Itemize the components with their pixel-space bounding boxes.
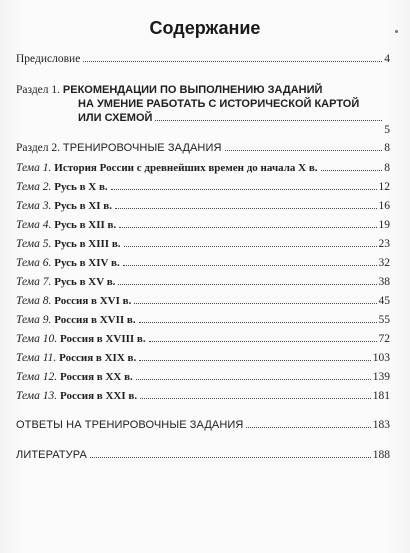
topic-number: Тема 12. [16,371,58,383]
leader-dots [246,426,370,428]
toc-page-number: 32 [378,257,390,269]
toc-topic-2[interactable] [16,180,390,194]
leader-dots [83,60,382,62]
toc-page-number: 72 [378,333,390,345]
topic-number: Тема 8. [16,295,52,307]
topic-number: Тема 2. [16,181,52,193]
toc-topic-1[interactable] [16,161,390,175]
toc-page-number: 5 [384,124,390,136]
toc-page-number: 55 [378,314,390,326]
leader-dots [140,397,371,399]
topic-title: Россия в XX в. [60,371,133,383]
print-speck [395,30,398,33]
toc-entry-literature[interactable] [16,448,390,462]
leader-dots [124,245,377,247]
toc-page-number: 4 [384,53,390,65]
topic-number: Тема 13. [16,390,58,402]
leader-dots [139,321,377,323]
topic-title: Россия в XVII в. [54,314,136,326]
toc-topic-4[interactable] [16,218,390,232]
leader-dots [225,149,383,151]
leader-dots [149,340,377,342]
section-title-line: РЕКОМЕНДАЦИИ ПО ВЫПОЛНЕНИЮ ЗАДАНИЙ [62,84,323,96]
toc-topic-10[interactable] [16,332,390,346]
toc-topic-9[interactable] [16,313,390,327]
toc-entry-label: ОТВЕТЫ НА ТРЕНИРОВОЧНЫЕ ЗАДАНИЯ [16,419,244,431]
toc-topic-8[interactable] [16,294,390,308]
topic-title: Россия в XIX в. [59,352,137,364]
toc-page-number: 188 [372,449,390,461]
topic-number: Тема 11. [16,352,57,364]
leader-dots [90,456,371,458]
toc-page-number: 38 [378,276,390,288]
toc-entry-answers[interactable] [16,418,390,432]
section-prefix: Раздел 1. [16,84,61,96]
topic-title: Русь в XIV в. [54,257,120,269]
toc-topic-12[interactable] [16,370,390,384]
topic-title: История России с древнейших времен до начала X в. [54,162,318,174]
topic-number: Тема 7. [16,276,52,288]
toc-topic-5[interactable] [16,237,390,251]
topic-title: Русь в XII в. [54,219,117,231]
topic-title: Русь в XI в. [54,200,112,212]
topic-number: Тема 9. [16,314,52,326]
toc-entry-label: Предисловие [16,53,81,65]
toc-entry-section2[interactable] [16,141,390,155]
topic-title: Россия в XVI в. [54,295,132,307]
toc-topic-11[interactable] [16,351,390,365]
leader-dots [115,207,377,209]
toc-page-number: 16 [378,200,390,212]
topic-title: Русь в X в. [54,181,108,193]
leader-dots [111,188,377,190]
toc-page-number: 8 [384,142,390,154]
page-title: Содержание [149,18,261,38]
toc-topic-6[interactable] [16,256,390,270]
toc-page-number: 19 [378,219,390,231]
toc-topic-7[interactable] [16,275,390,289]
leader-dots [134,302,376,304]
leader-dots [123,264,377,266]
topic-title: Россия в XVIII в. [60,333,146,345]
toc-page-number: 8 [384,162,390,174]
topic-title: Россия в XXI в. [60,390,138,402]
section-title: ТРЕНИРОВОЧНЫЕ ЗАДАНИЯ [62,142,222,154]
section-prefix: Раздел 2. [16,142,61,154]
toc-entry-preface[interactable] [16,52,390,66]
toc-entry-section1-last[interactable] [78,111,390,136]
leader-dots [136,378,371,380]
leader-dots [155,119,382,121]
toc-page-number: 181 [372,390,390,402]
toc-page-number: 12 [378,181,390,193]
leader-dots [119,226,376,228]
topic-number: Тема 5. [16,238,52,250]
topic-number: Тема 1. [16,162,52,174]
topic-number: Тема 6. [16,257,52,269]
topic-title: Русь в XIII в. [54,238,121,250]
toc-topic-13[interactable] [16,389,390,403]
toc-page-number: 139 [372,371,390,383]
leader-dots [118,283,376,285]
section-title-line: НА УМЕНИЕ РАБОТАТЬ С ИСТОРИЧЕСКОЙ КАРТОЙ [78,98,360,110]
topic-number: Тема 3. [16,200,52,212]
section-title-line: ИЛИ СХЕМОЙ [78,112,153,124]
toc-page-number: 103 [372,352,390,364]
leader-dots [321,169,383,171]
toc-entry-label: ЛИТЕРАТУРА [16,449,87,461]
toc-page-number: 45 [378,295,390,307]
toc-entry-section1-line1[interactable] [16,83,322,97]
leader-dots [139,359,371,361]
toc-page-number: 183 [372,419,390,431]
topic-number: Тема 4. [16,219,52,231]
topic-title: Русь в XV в. [54,276,116,288]
topic-number: Тема 10. [16,333,58,345]
toc-topic-3[interactable] [16,199,390,213]
toc-page-number: 23 [378,238,390,250]
